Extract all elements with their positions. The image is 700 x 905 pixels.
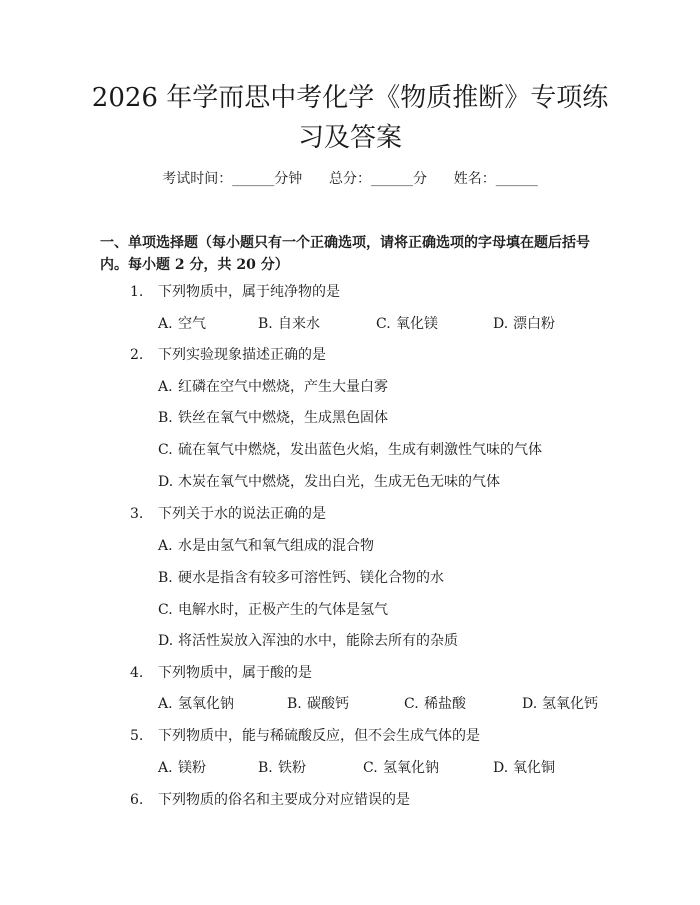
- option-item: [363, 758, 439, 778]
- option-item: [158, 314, 206, 334]
- option-text: 碳酸钙: [307, 696, 349, 712]
- option-letter: D.: [158, 474, 174, 490]
- option-item: [158, 536, 374, 556]
- question-text: 下列物质的俗名和主要成分对应错误的是: [158, 792, 410, 808]
- option-letter: D.: [493, 316, 509, 332]
- option-item: [158, 440, 542, 460]
- option-letter: B.: [158, 570, 173, 586]
- question-number: 4.: [130, 665, 144, 681]
- option-letter: B.: [258, 760, 273, 776]
- option-text: 氢氧化钙: [542, 696, 598, 712]
- option-item: [158, 631, 458, 651]
- option-text: 将活性炭放入浑浊的水中，能除去所有的杂质: [178, 633, 458, 649]
- option-item: [158, 568, 444, 588]
- option-text: 铁丝在氧气中燃烧，生成黑色固体: [178, 410, 388, 426]
- student-name-field: 姓名：______: [453, 171, 538, 187]
- question-number: 6.: [130, 792, 144, 808]
- option-item: [158, 758, 206, 778]
- question-text: 下列物质中，属于纯净物的是: [158, 284, 340, 300]
- option-text: 铁粉: [278, 760, 306, 776]
- option-item: [158, 600, 388, 620]
- option-text: 自来水: [278, 316, 320, 332]
- option-letter: C.: [376, 316, 391, 332]
- option-letter: A.: [158, 760, 173, 776]
- option-letter: B.: [287, 696, 302, 712]
- option-text: 氧化镁: [396, 316, 438, 332]
- option-item: [258, 758, 306, 778]
- question-number: 5.: [130, 728, 144, 744]
- question-stem: [130, 726, 480, 746]
- question-stem: [130, 345, 326, 365]
- document-title-line-2: 习及答案: [297, 123, 402, 153]
- option-item: [376, 314, 438, 334]
- option-text: 空气: [178, 316, 206, 332]
- option-item: [158, 408, 388, 428]
- question-stem: [130, 504, 326, 524]
- option-letter: B.: [258, 316, 273, 332]
- option-text: 氢氧化钠: [383, 760, 439, 776]
- option-letter: A.: [158, 696, 173, 712]
- question-text: 下列物质中，属于酸的是: [158, 665, 312, 681]
- exam-time-field: 考试时间：______分钟: [162, 171, 303, 187]
- option-item: [258, 314, 320, 334]
- option-item: [493, 314, 555, 334]
- option-item: [158, 694, 234, 714]
- question-text: 下列关于水的说法正确的是: [158, 506, 326, 522]
- option-text: 红磷在空气中燃烧，产生大量白雾: [178, 379, 388, 395]
- option-text: 硫在氧气中燃烧，发出蓝色火焰，生成有刺激性气味的气体: [178, 442, 542, 458]
- option-text: 电解水时，正极产生的气体是氢气: [178, 602, 388, 618]
- option-letter: C.: [363, 760, 378, 776]
- option-text: 镁粉: [178, 760, 206, 776]
- option-letter: D.: [522, 696, 538, 712]
- option-letter: C.: [404, 696, 419, 712]
- question-stem: [130, 663, 312, 683]
- total-score-field: 总分：______分: [329, 171, 427, 187]
- option-item: [287, 694, 349, 714]
- option-text: 木炭在氧气中燃烧，发出白光，生成无色无味的气体: [178, 474, 500, 490]
- question-text: 下列实验现象描述正确的是: [158, 347, 326, 363]
- question-number: 2.: [130, 347, 144, 363]
- exam-meta: [0, 168, 700, 188]
- option-letter: D.: [493, 760, 509, 776]
- option-letter: C.: [158, 442, 173, 458]
- option-letter: A.: [158, 538, 173, 554]
- option-item: [404, 694, 466, 714]
- question-number: 3.: [130, 506, 144, 522]
- option-text: 氧化铜: [513, 760, 555, 776]
- question-text: 下列物质中，能与稀硫酸反应，但不会生成气体的是: [158, 728, 480, 744]
- option-text: 稀盐酸: [424, 696, 466, 712]
- question-stem: [130, 282, 340, 302]
- section-heading: 一、单项选择题（每小题只有一个正确选项，请将正确选项的字母填在题后括号内。每小题 2 分，共 20 分）: [100, 235, 590, 273]
- question-stem: [130, 790, 410, 810]
- question-number: 1.: [130, 284, 144, 300]
- option-item: [522, 694, 598, 714]
- option-letter: A.: [158, 316, 173, 332]
- option-text: 漂白粉: [513, 316, 555, 332]
- option-letter: B.: [158, 410, 173, 426]
- option-item: [158, 377, 388, 397]
- option-text: 氢氧化钠: [178, 696, 234, 712]
- document-title-line-1: 2026 年学而思中考化学《物质推断》专项练: [91, 83, 609, 113]
- option-letter: D.: [158, 633, 174, 649]
- option-item: [158, 472, 500, 492]
- option-text: 水是由氢气和氧气组成的混合物: [178, 538, 374, 554]
- option-item: [493, 758, 555, 778]
- option-letter: C.: [158, 602, 173, 618]
- option-letter: A.: [158, 379, 173, 395]
- option-text: 硬水是指含有较多可溶性钙、镁化合物的水: [178, 570, 444, 586]
